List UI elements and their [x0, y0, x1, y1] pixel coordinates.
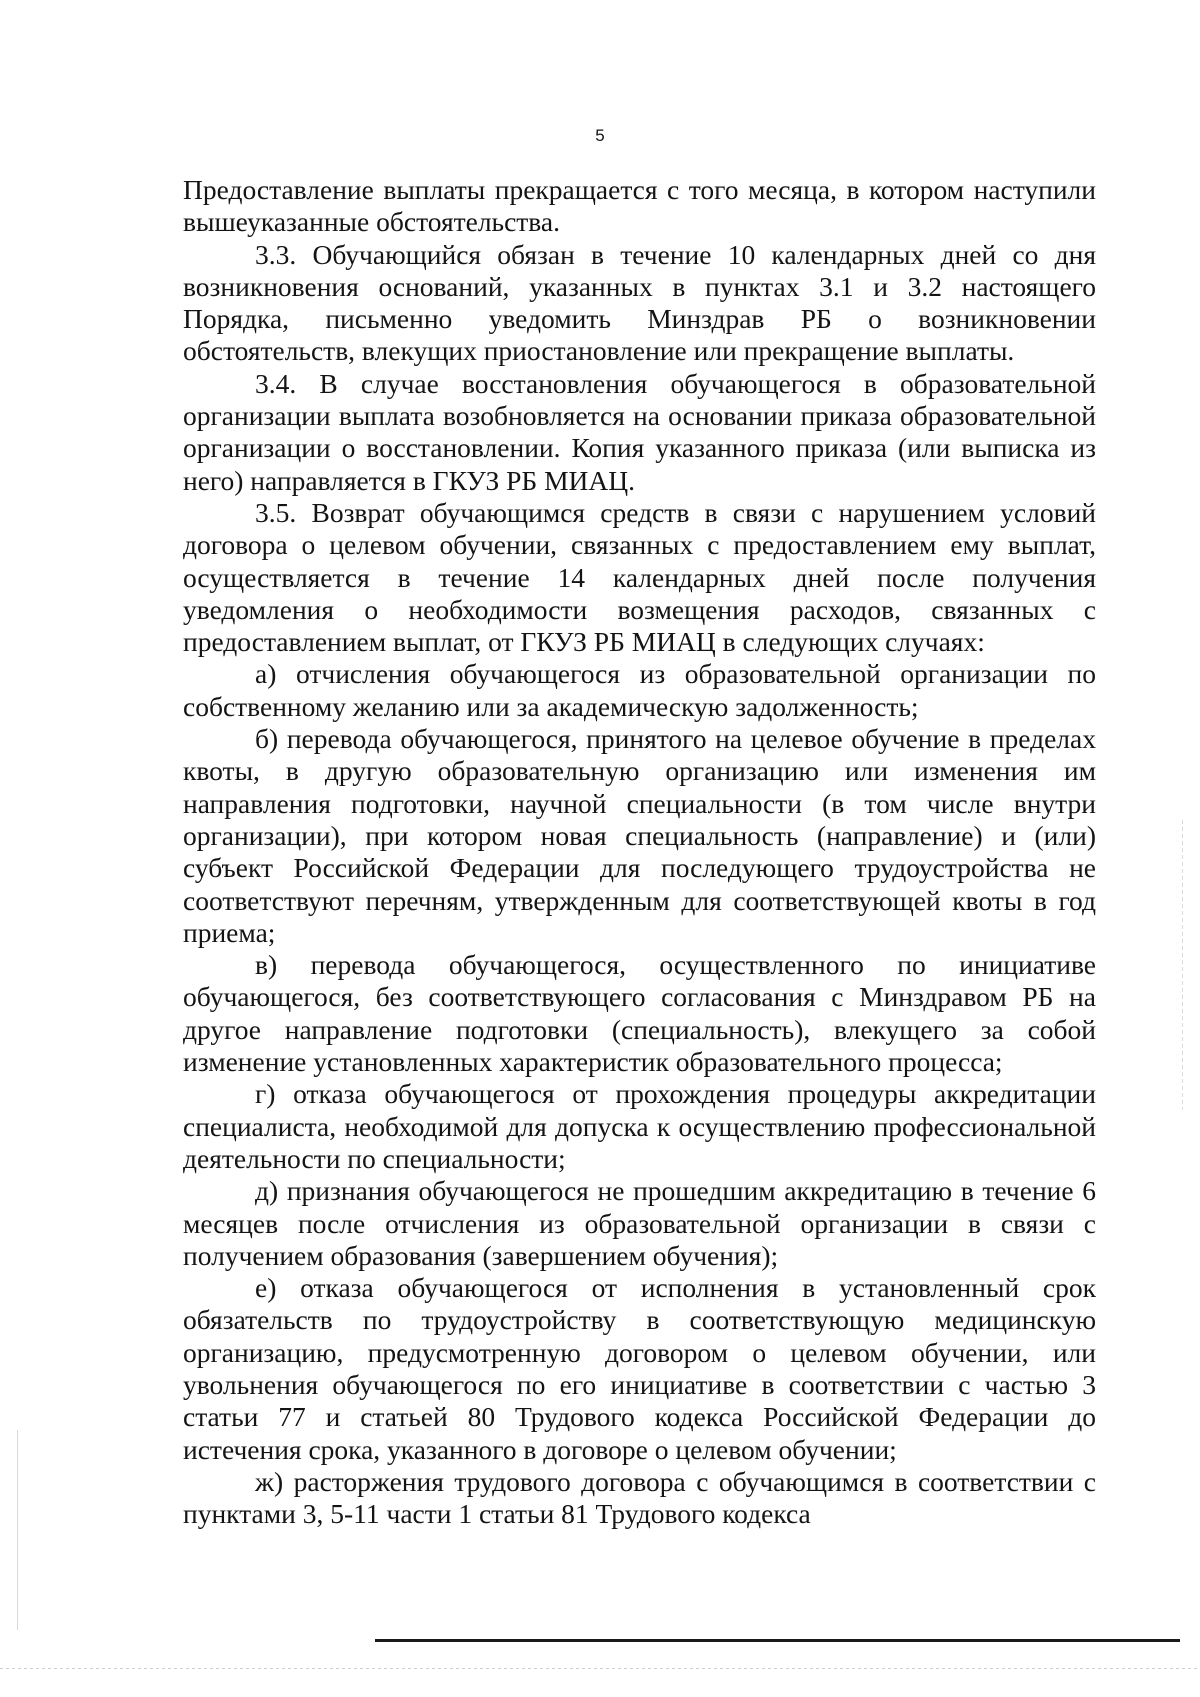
scan-edge-left	[17, 1430, 18, 1630]
list-item-e: е) отказа обучающегося от исполнения в установленный срок обязательств по трудоустройству в соответствующую медицинскую организацию, предусмотренную договором о целевом обучении, или увольнения обучающегося по его инициативе в соответствии с частью 3 статьи 77 и статьей 80 Трудового кодекса Российской Федерации до истечения срока, указанного в договоре о целевом обучении;	[183, 1272, 1096, 1465]
document-body	[183, 174, 1096, 1530]
scan-edge-bottom	[0, 1668, 1200, 1669]
list-item-zh: ж) расторжения трудового договора с обучающимся в соответствии с пунктами 3, 5-11 части 1 статьи 81 Трудового кодекса	[183, 1465, 1096, 1530]
paragraph-3-4: 3.4. В случае восстановления обучающегося в образовательной организации выплата возобновляется на основании приказа образовательной организации о восстановлении. Копия указанного приказа (или выписка из него) направляется в ГКУЗ РБ МИАЦ.	[183, 367, 1096, 496]
scan-edge-right	[1182, 820, 1183, 1110]
paragraph-3-5: 3.5. Возврат обучающимся средств в связи с нарушением условий договора о целевом обучении, связанных с предоставлением ему выплат, осуществляется в течение 14 календарных дней после получения уведомления о необходимости возмещения расходов, связанных с предоставлением выплат, от ГКУЗ РБ МИАЦ в следующих случаях:	[183, 496, 1096, 658]
list-item-v: в) перевода обучающегося, осуществленного по инициативе обучающегося, без соответствующего согласования с Минздравом РБ на другое направление подготовки (специальность), влекущего за собой изменение установленных характеристик образовательного процесса;	[183, 949, 1096, 1078]
paragraph-continuation: Предоставление выплаты прекращается с того месяца, в котором наступили вышеуказанные обстоятельства.	[183, 174, 1096, 238]
bottom-rule	[375, 1639, 1180, 1642]
paragraph-3-3: 3.3. Обучающийся обязан в течение 10 календарных дней со дня возникновения оснований, указанных в пунктах 3.1 и 3.2 настоящего Порядка, письменно уведомить Минздрав РБ о возникновении обстоятельств, влекущих приостановление или прекращение выплаты.	[183, 238, 1096, 367]
page-number: 5	[595, 126, 605, 145]
list-item-a: а) отчисления обучающегося из образовательной организации по собственному желанию или за академическую задолженность;	[183, 658, 1096, 722]
list-item-b: б) перевода обучающегося, принятого на целевое обучение в пределах квоты, в другую образовательную организацию или изменения им направления подготовки, научной специальности (в том числе внутри организации), при котором новая специальность (направление) и (или) субъект Российской Федерации для последующего трудоустройства не соответствуют перечням, утвержденным для соответствующей квоты в год приема;	[183, 723, 1096, 948]
list-item-d: д) признания обучающегося не прошедшим аккредитацию в течение 6 месяцев после отчисления из образовательной организации в связи с получением образования (завершением обучения);	[183, 1175, 1096, 1271]
list-item-g: г) отказа обучающегося от прохождения процедуры аккредитации специалиста, необходимой для допуска к осуществлению профессиональной деятельности по специальности;	[183, 1078, 1096, 1174]
